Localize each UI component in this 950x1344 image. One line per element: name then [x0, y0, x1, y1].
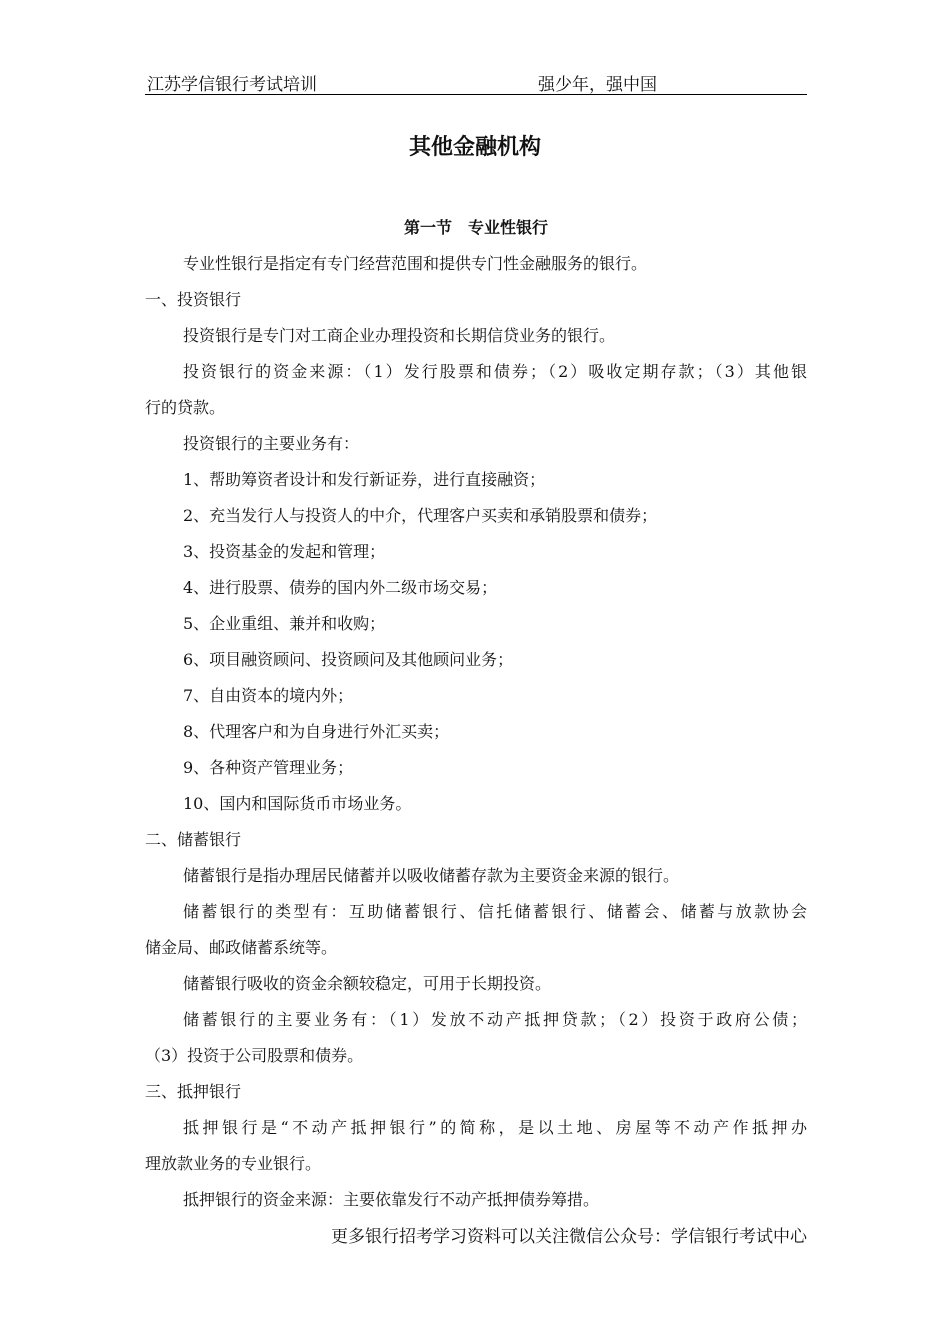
paragraph: 专业性银行是指定有专门经营范围和提供专门性金融服务的银行。 [183, 254, 648, 273]
list-item: 3、投资基金的发起和管理； [183, 542, 386, 561]
page-header [145, 68, 807, 95]
document-title: 其他金融机构 [408, 135, 541, 160]
paragraph: 储蓄银行是指办理居民储蓄并以吸收储蓄存款为主要资金来源的银行。 [183, 866, 680, 885]
paragraph-continuation: 理放款业务的专业银行。 [145, 1154, 322, 1173]
paragraph: 储蓄银行吸收的资金余额较稳定，可用于长期投资。 [183, 974, 552, 993]
list-item: 9、各种资产管理业务； [183, 758, 354, 777]
list-item: 4、进行股票、债券的国内外二级市场交易； [183, 578, 498, 597]
subheading: 一、投资银行 [145, 290, 242, 309]
list-item: 2、充当发行人与投资人的中介，代理客户买卖和承销股票和债券； [183, 506, 658, 525]
list-item: 1、帮助筹资者设计和发行新证券，进行直接融资； [183, 470, 546, 489]
paragraph-continuation: （3）投资于公司股票和债券。 [145, 1046, 364, 1065]
list-item: 10、国内和国际货币市场业务。 [183, 794, 412, 813]
list-item: 6、项目融资顾问、投资顾问及其他顾问业务； [183, 650, 514, 669]
subheading: 二、储蓄银行 [145, 830, 242, 849]
paragraph-continuation: 储金局、邮政储蓄系统等。 [145, 938, 338, 957]
list-item: 7、自由资本的境内外； [183, 686, 354, 705]
paragraph: 储蓄银行的类型有：互助储蓄银行、信托储蓄银行、储蓄会、储蓄与放款协会 [183, 902, 807, 921]
header-left-text: 江苏学信银行考试培训 [147, 75, 317, 95]
paragraph-continuation: 行的贷款。 [145, 398, 226, 417]
paragraph: 抵押银行的资金来源：主要依靠发行不动产抵押债券筹措。 [183, 1190, 600, 1209]
header-right-text: 强少年，强中国 [538, 75, 657, 95]
list-item: 8、代理客户和为自身进行外汇买卖； [183, 722, 450, 741]
paragraph: 投资银行的主要业务有： [183, 434, 360, 453]
subheading: 三、抵押银行 [145, 1082, 242, 1101]
list-item: 5、企业重组、兼并和收购； [183, 614, 386, 633]
section-title: 第一节 专业性银行 [403, 218, 548, 237]
paragraph: 抵押银行是“不动产抵押银行”的简称，是以土地、房屋等不动产作抵押办 [183, 1118, 807, 1137]
page-footer: 更多银行招考学习资料可以关注微信公众号：学信银行考试中心 [331, 1227, 807, 1247]
paragraph: 投资银行是专门对工商企业办理投资和长期信贷业务的银行。 [183, 326, 616, 345]
paragraph: 投资银行的资金来源：（1）发行股票和债券；（2）吸收定期存款；（3）其他银 [183, 362, 807, 381]
paragraph: 储蓄银行的主要业务有：（1）发放不动产抵押贷款；（2）投资于政府公债； [183, 1010, 807, 1029]
document-body [145, 217, 807, 1225]
